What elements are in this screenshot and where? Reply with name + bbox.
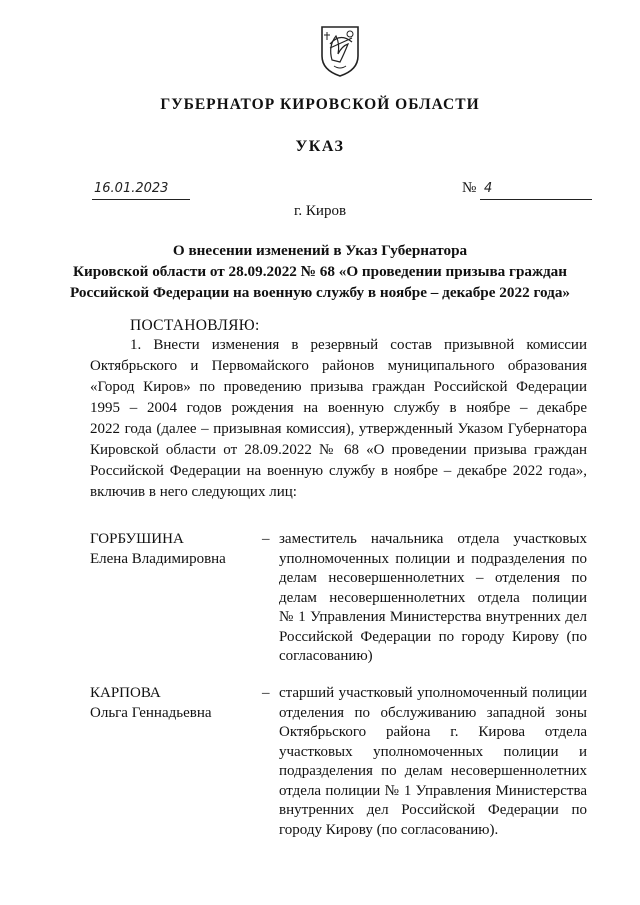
position-line: Октябрьского района г. Кирова отдела bbox=[279, 724, 587, 740]
kirov-region-coat-of-arms-icon bbox=[318, 24, 362, 78]
position-line: Российской Федерации по городу Кирову (по bbox=[279, 628, 587, 645]
decree-number: 4 bbox=[480, 181, 592, 200]
paragraph-line: 2022 года (далее – призывная комиссия), утвержденный Указом Губернатора bbox=[90, 421, 587, 437]
position-line: № 1 Управления Министерства внутренних дел bbox=[279, 609, 587, 625]
position-line: заместитель начальника отдела участковых bbox=[279, 531, 587, 547]
position-line: внутренних дел Российской Федерации по bbox=[279, 802, 587, 818]
person-name bbox=[90, 684, 260, 723]
person-dash: – bbox=[262, 531, 270, 547]
person-position bbox=[279, 684, 587, 840]
heading-line: Российской Федерации на военную службу в ноябре – декабре 2022 года» bbox=[69, 284, 571, 301]
issuing-authority: ГУБЕРНАТОР КИРОВСКОЙ ОБЛАСТИ bbox=[160, 96, 480, 113]
number-label: № bbox=[462, 180, 477, 196]
decree-word: ПОСТАНОВЛЯЮ: bbox=[130, 317, 260, 334]
document-type: УКАЗ bbox=[295, 138, 345, 155]
heading-line: Кировской области от 28.09.2022 № 68 «О проведении призыва граждан bbox=[72, 263, 568, 280]
paragraph-line: Кировской области от 28.09.2022 № 68 «О проведении призыва граждан bbox=[90, 442, 587, 458]
position-line: отдела полиции № 1 Управления Министерства bbox=[279, 782, 587, 799]
paragraph-line: включив в него следующих лиц: bbox=[90, 484, 297, 500]
paragraph-line: 1995 – 2004 годов рождения на военную службу в ноябре – декабре bbox=[90, 400, 587, 416]
position-line: отделения по обслуживанию западной зоны bbox=[279, 704, 587, 721]
position-line: делам несовершеннолетних отдела полиции bbox=[279, 589, 587, 606]
position-line: старший участковый уполномоченный полиции bbox=[279, 685, 587, 701]
paragraph-1 bbox=[90, 335, 587, 503]
person-surname: ГОРБУШИНА bbox=[90, 531, 184, 547]
decree-heading bbox=[60, 240, 580, 303]
person-surname: КАРПОВА bbox=[90, 685, 161, 701]
person-dash: – bbox=[262, 685, 270, 701]
city: г. Киров bbox=[293, 203, 347, 219]
paragraph-line: Октябрьского и Первомайского районов муниципального образования bbox=[90, 358, 587, 374]
decree-date: 16.01.2023 bbox=[92, 181, 190, 200]
position-line: городу Кирову (по согласованию). bbox=[279, 821, 499, 838]
person-given-names: Ольга Геннадьевна bbox=[90, 704, 212, 721]
position-line: подразделения по делам несовершеннолетних bbox=[279, 763, 587, 779]
position-line: уполномоченных полиции и подразделения по bbox=[279, 550, 587, 567]
paragraph-line: 1. Внести изменения в резервный состав призывной комиссии bbox=[130, 337, 587, 353]
position-line: участковых уполномоченных полиции и bbox=[279, 743, 587, 760]
person-name bbox=[90, 530, 260, 569]
position-line: делам несовершеннолетних – отделения по bbox=[279, 570, 587, 586]
paragraph-line: «Город Киров» по проведению призыва граждан Российской Федерации bbox=[90, 379, 587, 395]
position-line: согласованию) bbox=[279, 648, 373, 664]
paragraph-line: Российской Федерации на военную службу в ноябре – декабре 2022 года», bbox=[90, 463, 587, 479]
person-position bbox=[279, 530, 587, 667]
heading-line: О внесении изменений в Указ Губернатора bbox=[172, 242, 468, 259]
person-given-names: Елена Владимировна bbox=[90, 550, 226, 567]
